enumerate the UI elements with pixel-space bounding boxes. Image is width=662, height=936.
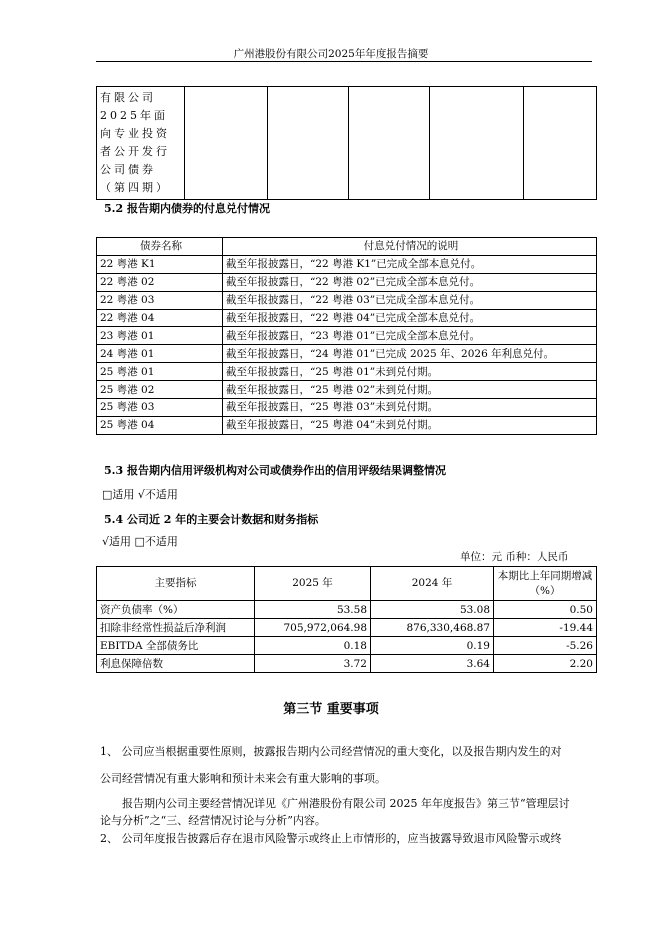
value-2025: 0.18 — [255, 637, 371, 655]
table-row — [97, 637, 597, 655]
bond-name: 25 粤港 04 — [97, 416, 223, 434]
metric-name: EBITDA 全部债务比 — [97, 637, 255, 655]
section-5-3-heading: 5.3 报告期内信用评级机构对公司或债券作出的信用评级结果调整情况 — [104, 464, 446, 477]
section-3-title: 第三节 重要事项 — [283, 702, 379, 717]
table-row — [97, 399, 597, 417]
table-row — [97, 273, 597, 291]
metric-name: 扣除非经常性损益后净利润 — [97, 619, 255, 637]
value-change: 2.20 — [494, 655, 597, 673]
empty-cell — [268, 87, 349, 200]
value-2024: 876,330,468.87 — [371, 619, 494, 637]
payment-desc: 截至年报披露日，“22 粤港 K1”已完成全部本息兑付。 — [223, 255, 597, 273]
value-2025: 705,972,064.98 — [255, 619, 371, 637]
paragraph-3-line-1: 2、 公司年度报告披露后存在退市风险警示或终止上市情形的，应当披露导致退市风险警示或终 — [100, 832, 562, 845]
bond-name: 25 粤港 02 — [97, 381, 223, 399]
payment-desc: 截至年报披露日，“22 粤港 02”已完成全部本息兑付。 — [223, 273, 597, 291]
financial-indicators-table — [96, 566, 597, 673]
payment-desc: 截至年报披露日，“22 粤港 03”已完成全部本息兑付。 — [223, 291, 597, 309]
payment-desc: 截至年报披露日，“23 粤港 01”已完成全部本息兑付。 — [223, 327, 597, 345]
table-header-row — [97, 567, 597, 601]
table-row — [97, 255, 597, 273]
value-2024: 0.19 — [371, 637, 494, 655]
empty-cell — [524, 87, 597, 200]
bond-name: 25 粤港 01 — [97, 363, 223, 381]
bond-info-table-continued — [96, 86, 597, 200]
value-change: 0.50 — [494, 601, 597, 619]
applicability-options-5-3: □适用 √不适用 — [102, 488, 178, 501]
col-header-2024: 2024 年 — [371, 567, 494, 601]
col-header-bond-name: 债券名称 — [97, 238, 223, 256]
section-5-2-heading: 5.2 报告期内债券的付息兑付情况 — [104, 202, 270, 215]
empty-cell — [430, 87, 524, 200]
col-header-desc: 付息兑付情况的说明 — [223, 238, 597, 256]
section-5-4-heading: 5.4 公司近 2 年的主要会计数据和财务指标 — [104, 513, 319, 526]
bond-name: 22 粤港 04 — [97, 309, 223, 327]
bond-name: 23 粤港 01 — [97, 327, 223, 345]
payment-table — [96, 237, 597, 435]
col-header-metric: 主要指标 — [97, 567, 255, 601]
payment-desc: 截至年报披露日，“25 粤港 02”未到兑付期。 — [223, 381, 597, 399]
value-2025: 53.58 — [255, 601, 371, 619]
table-row — [97, 309, 597, 327]
metric-name: 资产负债率（%） — [97, 601, 255, 619]
table-row — [97, 291, 597, 309]
value-2025: 3.72 — [255, 655, 371, 673]
bond-name: 22 粤港 K1 — [97, 255, 223, 273]
bond-name: 22 粤港 02 — [97, 273, 223, 291]
value-change: -5.26 — [494, 637, 597, 655]
col-header-2025: 2025 年 — [255, 567, 371, 601]
col-header-change: 本期比上年同期增减（%） — [494, 567, 597, 601]
table-row — [97, 87, 597, 200]
table-row — [97, 416, 597, 434]
table-row — [97, 381, 597, 399]
payment-desc: 截至年报披露日，“25 粤港 03”未到兑付期。 — [223, 399, 597, 417]
table-row — [97, 363, 597, 381]
empty-cell — [349, 87, 430, 200]
table-row — [97, 345, 597, 363]
payment-desc: 截至年报披露日，“25 粤港 04”未到兑付期。 — [223, 416, 597, 434]
table-row — [97, 327, 597, 345]
table-row — [97, 619, 597, 637]
value-2024: 53.08 — [371, 601, 494, 619]
unit-currency-note: 单位：元 币种：人民币 — [460, 551, 569, 563]
empty-cell — [185, 87, 268, 200]
value-change: -19.44 — [494, 619, 597, 637]
payment-desc: 截至年报披露日，“25 粤港 01”未到兑付期。 — [223, 363, 597, 381]
bond-name-cell: 有限公司2025年面向专业投资者公开发行公司债券（第四期） — [97, 87, 185, 200]
applicability-options-5-4: √适用 □不适用 — [102, 535, 178, 548]
payment-desc: 截至年报披露日，“24 粤港 01”已完成 2025 年、2026 年利息兑付。 — [223, 345, 597, 363]
bond-name: 22 粤港 03 — [97, 291, 223, 309]
paragraph-1-line-2: 公司经营情况有重大影响和预计未来会有重大影响的事项。 — [100, 772, 386, 785]
value-2024: 3.64 — [371, 655, 494, 673]
table-row — [97, 601, 597, 619]
metric-name: 利息保障倍数 — [97, 655, 255, 673]
paragraph-2-line-1: 报告期内公司主要经营情况详见《广州港股份有限公司 2025 年年度报告》第三节“管理层讨 — [122, 797, 570, 810]
page-header: 广州港股份有限公司2025年年度报告摘要 — [233, 48, 429, 60]
paragraph-2-line-2: 论与分析”之“三、经营情况讨论与分析”内容。 — [100, 814, 326, 827]
payment-desc: 截至年报披露日，“22 粤港 04”已完成全部本息兑付。 — [223, 309, 597, 327]
bond-name: 25 粤港 03 — [97, 399, 223, 417]
bond-name: 24 粤港 01 — [97, 345, 223, 363]
paragraph-1-line-1: 1、 公司应当根据重要性原则，披露报告期内公司经营情况的重大变化，以及报告期内发生的对 — [100, 745, 562, 758]
header-divider — [96, 61, 592, 62]
table-row — [97, 655, 597, 673]
table-header-row — [97, 238, 597, 256]
